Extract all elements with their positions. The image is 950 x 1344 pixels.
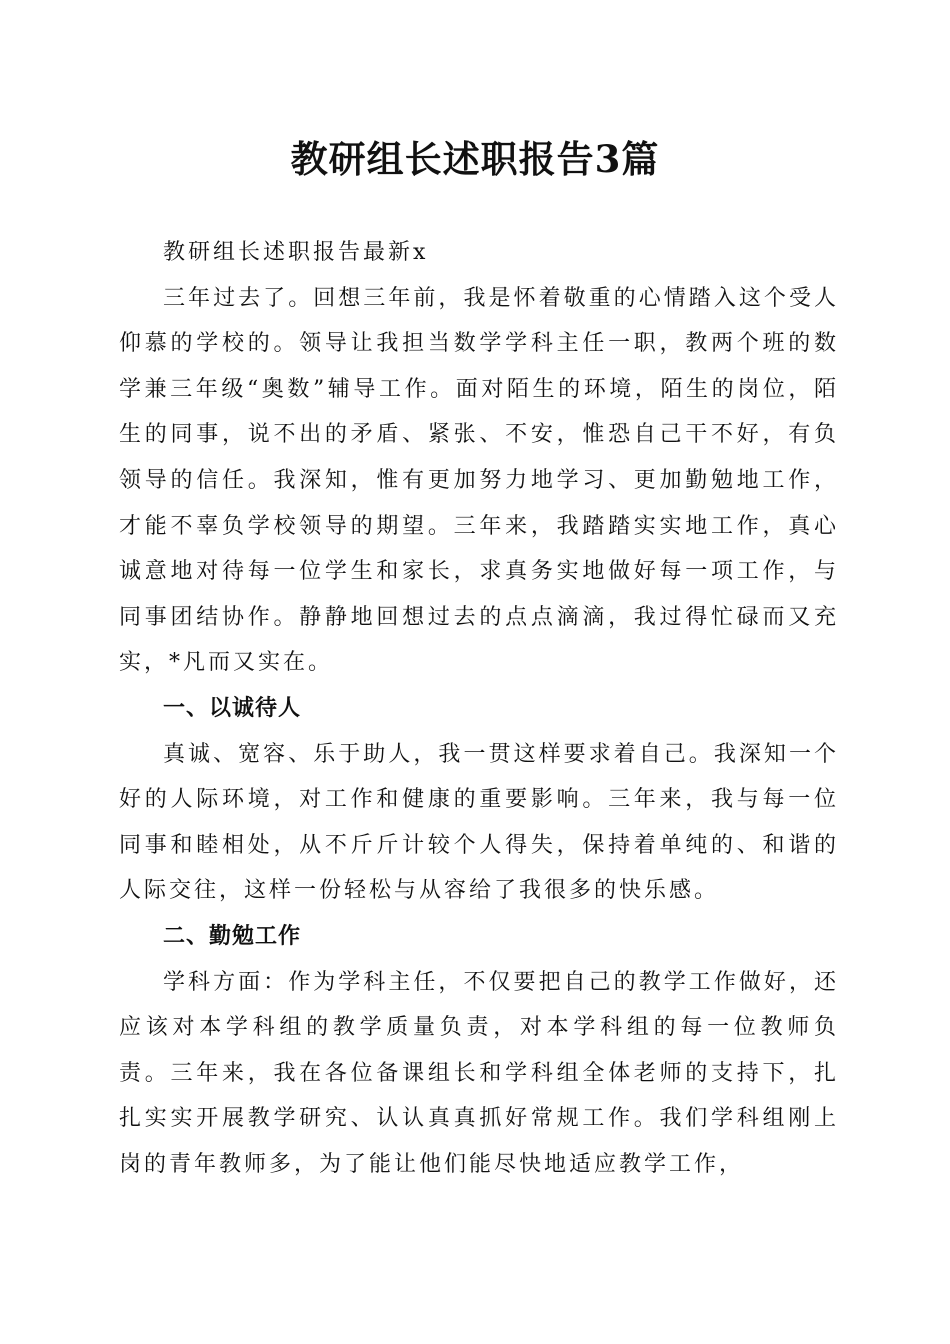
paragraph-diligence: 学科方面：作为学科主任，不仅要把自己的教学工作做好，还应该对本学科组的教学质量负责，对本学科组的每一位教师负责。三年来，我在各位备课组长和学科组全体老师的支持下，扎扎实实开展教学研究、认认真真抓好常规工作。我们学科组刚上岗的青年教师多，为了能让他们能尽快地适应教学工作， (119, 969, 839, 1177)
paragraph-intro: 三年过去了。回想三年前，我是怀着敬重的心情踏入这个受人仰慕的学校的。领导让我担当数学学科主任一职，教两个班的数学兼三年级“奥数”辅导工作。面对陌生的环境，陌生的岗位，陌生的同事，说不出的矛盾、紧张、不安，惟恐自己干不好，有负领导的信任。我深知，惟有更加努力地学习、更加勤勉地工作，才能不辜负学校领导的期望。三年来，我踏踏实实地工作，真心诚意地对待每一位学生和家长，求真务实地做好每一项工作，与同事团结协作。静静地回想过去的点点滴滴，我过得忙碌而又充实，*凡而又实在。 (119, 285, 839, 676)
subtitle-line: 教研组长述职报告最新x (163, 240, 429, 265)
paragraph-sincerity: 真诚、宽容、乐于助人，我一贯这样要求着自己。我深知一个好的人际环境，对工作和健康的重要影响。三年来，我与每一位同事和睦相处，从不斤斤计较个人得失，保持着单纯的、和谐的人际交往，这样一份轻松与从容给了我很多的快乐感。 (119, 741, 839, 904)
section-heading-1: 一、以诚待人 (163, 695, 302, 721)
document-title: 教研组长述职报告3篇 (290, 137, 660, 181)
section-heading-2: 二、勤勉工作 (163, 923, 302, 949)
document-body (119, 230, 839, 1187)
